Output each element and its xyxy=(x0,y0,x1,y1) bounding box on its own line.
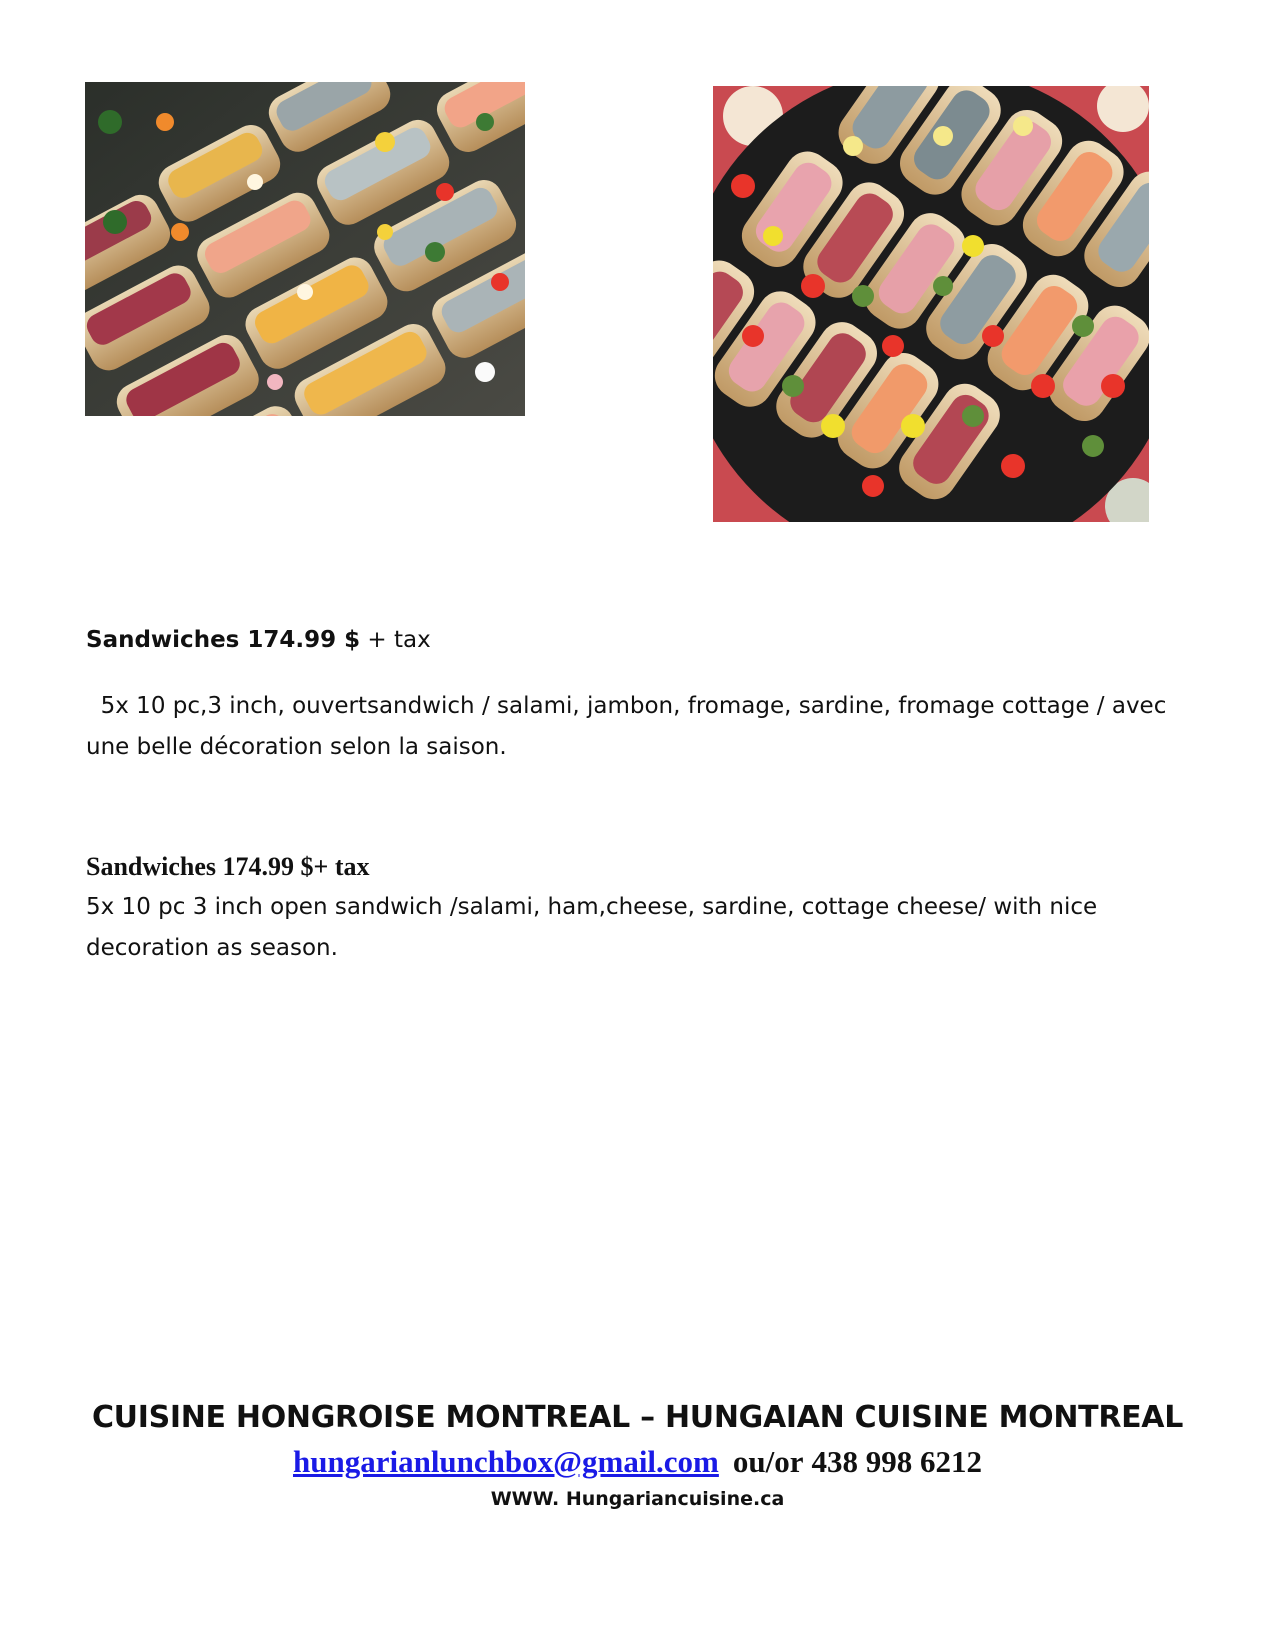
english-description: 5x 10 pc 3 inch open sandwich /salami, ham,cheese, sardine, cottage cheese/ with nice decoration as season. xyxy=(86,894,1098,961)
email-link[interactable]: hungarianlunchbox@gmail.com xyxy=(292,1444,719,1479)
french-price-heading-tax: + tax xyxy=(360,627,431,653)
french-description: 5x 10 pc,3 inch, ouvertsandwich / salami, jambon, fromage, sardine, fromage cottage / avec une belle décoration selon la saison. xyxy=(86,693,1174,760)
footer-website: WWW. Hungariancuisine.ca xyxy=(490,1488,785,1510)
contact-separator: ou/or xyxy=(732,1444,804,1479)
english-price-heading: Sandwiches 174.99 $+ tax xyxy=(86,852,370,881)
footer-contact xyxy=(0,1442,1275,1482)
footer-title: CUISINE HONGROISE MONTREAL – HUNGAIAN CUISINE MONTREAL xyxy=(91,1400,1184,1435)
french-price-heading-bold: Sandwiches 174.99 $ xyxy=(86,627,361,653)
phone-number: 438 998 6212 xyxy=(811,1444,982,1479)
french-price-heading xyxy=(86,624,1196,656)
sandwich-photo-left xyxy=(85,82,525,416)
sandwich-photo-right xyxy=(713,86,1149,522)
